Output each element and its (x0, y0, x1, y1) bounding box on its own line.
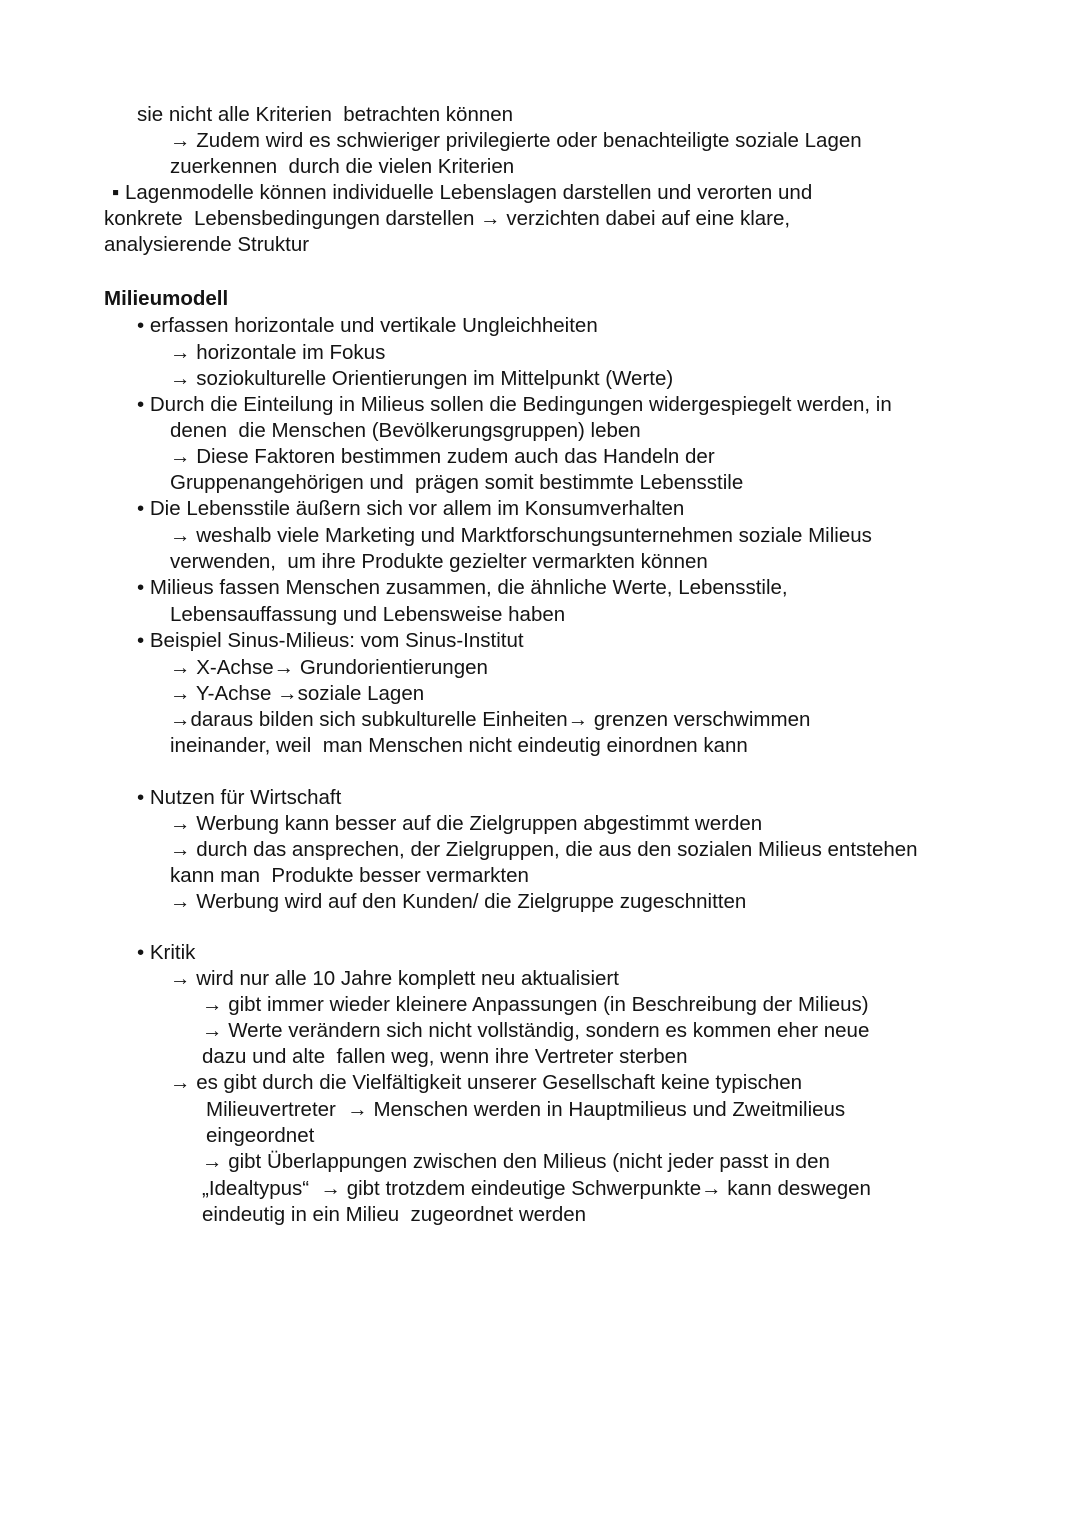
text-line: → Werbung kann besser auf die Zielgruppen abgestimmt werden (170, 812, 763, 835)
text-line: → gibt immer wieder kleinere Anpassungen (in Beschreibung der Milieus) (202, 993, 869, 1016)
text-line: eingeordnet (206, 1124, 315, 1147)
text-line: verwenden, um ihre Produkte gezielter vermarkten können (170, 550, 708, 573)
text-line: → gibt Überlappungen zwischen den Milieus (nicht jeder passt in den (202, 1150, 830, 1173)
text-line: → soziokulturelle Orientierungen im Mittelpunkt (Werte) (170, 367, 674, 390)
text-line: → horizontale im Fokus (170, 341, 386, 364)
text-line: • Milieus fassen Menschen zusammen, die ähnliche Werte, Lebensstile, (137, 576, 788, 599)
section-heading: Milieumodell (104, 287, 229, 310)
text-line: → X-Achse→ Grundorientierungen (170, 656, 488, 679)
text-line: denen die Menschen (Bevölkerungsgruppen) leben (170, 419, 641, 442)
text-line: → durch das ansprechen, der Zielgruppen, die aus den sozialen Milieus entstehen (170, 838, 918, 861)
text-line: • Durch die Einteilung in Milieus sollen die Bedingungen widergespiegelt werden, in (137, 393, 892, 416)
text-line: eindeutig in ein Milieu zugeordnet werden (202, 1203, 587, 1226)
text-line: sie nicht alle Kriterien betrachten können (137, 103, 514, 126)
text-line: Gruppenangehörigen und prägen somit bestimmte Lebensstile (170, 471, 744, 494)
text-line: → Diese Faktoren bestimmen zudem auch das Handeln der (170, 445, 715, 468)
text-line: zuerkennen durch die vielen Kriterien (170, 155, 515, 178)
text-line: Milieuvertreter → Menschen werden in Hauptmilieus und Zweitmilieus (206, 1098, 846, 1121)
text-line: • Beispiel Sinus-Milieus: vom Sinus-Institut (137, 629, 524, 652)
text-line: → weshalb viele Marketing und Marktforschungsunternehmen soziale Milieus (170, 524, 872, 547)
text-line: Lebensauffassung und Lebensweise haben (170, 603, 566, 626)
text-line: → Werbung wird auf den Kunden/ die Zielgruppe zugeschnitten (170, 890, 747, 913)
text-line: dazu und alte fallen weg, wenn ihre Vertreter sterben (202, 1045, 688, 1068)
text-line: konkrete Lebensbedingungen darstellen → verzichten dabei auf eine klare, (104, 207, 791, 230)
text-line: → Y-Achse →soziale Lagen (170, 682, 425, 705)
text-line: ineinander, weil man Menschen nicht eindeutig einordnen kann (170, 734, 748, 757)
text-line: → wird nur alle 10 Jahre komplett neu aktualisiert (170, 967, 619, 990)
text-line: • Kritik (137, 941, 196, 964)
text-line: ▪ Lagenmodelle können individuelle Lebenslagen darstellen und verorten und (112, 181, 813, 204)
text-line: → Zudem wird es schwieriger privilegierte oder benachteiligte soziale Lagen (170, 129, 862, 152)
text-line: „Idealtypus“ → gibt trotzdem eindeutige Schwerpunkte→ kann deswegen (202, 1177, 871, 1200)
text-line: • Nutzen für Wirtschaft (137, 786, 342, 809)
text-line: • erfassen horizontale und vertikale Ungleichheiten (137, 314, 598, 337)
text-line: → es gibt durch die Vielfältigkeit unserer Gesellschaft keine typischen (170, 1071, 803, 1094)
text-line: • Die Lebensstile äußern sich vor allem im Konsumverhalten (137, 497, 685, 520)
text-line: kann man Produkte besser vermarkten (170, 864, 529, 887)
text-line: → Werte verändern sich nicht vollständig, sondern es kommen eher neue (202, 1019, 870, 1042)
text-line: analysierende Struktur (104, 233, 310, 256)
text-line: →daraus bilden sich subkulturelle Einheiten→ grenzen verschwimmen (170, 708, 811, 731)
